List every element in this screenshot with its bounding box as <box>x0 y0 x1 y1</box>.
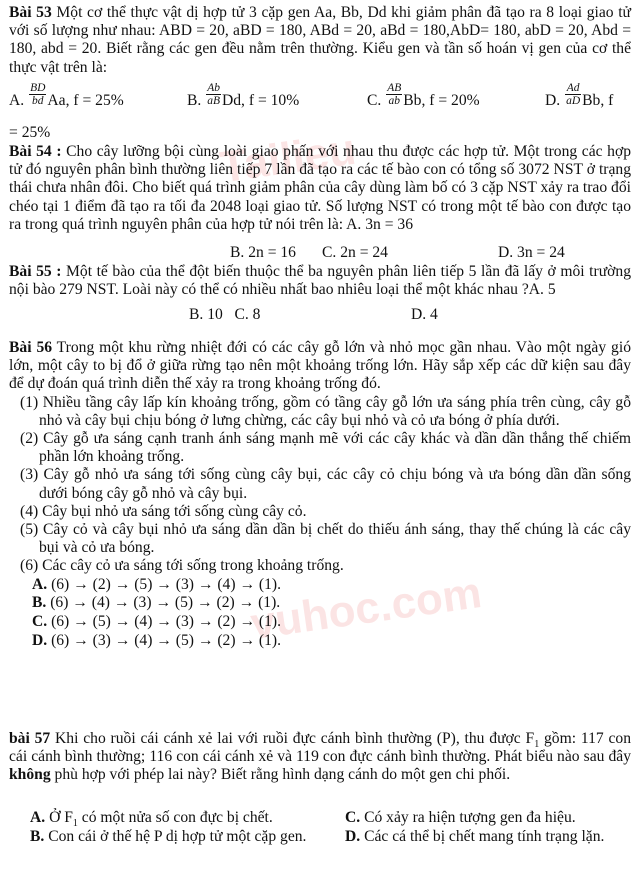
question-53-tail <box>9 124 631 142</box>
option-letter: C. <box>345 809 361 826</box>
fraction-denominator: aB <box>207 94 220 107</box>
question-label: Bài 56 <box>9 339 53 356</box>
watermark-bottom: vuhoc.com <box>247 568 485 649</box>
genotype-fraction <box>386 82 402 107</box>
option-text: Có xảy ra hiện tượng gen đa hiệu. <box>360 809 576 826</box>
option-d-continuation: = 25% <box>9 124 51 141</box>
choice-d <box>9 632 631 651</box>
question-53-options <box>9 81 635 124</box>
choice-c <box>9 613 631 632</box>
option-d: D. 3n = 24 <box>498 244 565 261</box>
choice-text: (6) → (5) → (4) → (3) → (2) → (1). <box>47 613 282 631</box>
statement-4: (4) Cây bụi nhỏ ưa sáng tới sống cùng cây cỏ. <box>20 502 307 520</box>
statement-1: (1) Nhiều tầng cây lấp kín khoảng trống, gồm có tầng cây gỗ lớn ưa sáng phía trên cùng, cây gỗ nhỏ và cây bụi chịu bóng ở lưng chừng, các cây bụi nhỏ và cỏ ưa bóng ở phía dưới. <box>20 393 631 429</box>
question-text: Cho cây lưỡng bội cùng loài giao phấn với nhau thu được các hợp tử. Một trong các hợp tử đó nguyên phân bình thường liên tiếp 7 lần đã tạo ra các tế bào con có tổng số 3072 NST ở trạng thái chưa nhân đôi. Cho biết quá trình giảm phân của cây dùng làm bố có 3 cặp NST xảy ra trao đổi chéo tại 1 điểm đã tạo ra tối đa 2048 loại giao tử. Số lượng NST có trong một tế bào con được tạo ra trong quá trình nguyên phân của hợp tử nói trên là: A. 3n = 36 <box>9 143 631 233</box>
question-text: phù hợp với phép lai này? Biết rằng hình dạng cánh do một gen chi phối. <box>50 766 511 784</box>
fraction-denominator: aD <box>566 94 581 107</box>
question-label: Bài 54 : <box>9 143 62 160</box>
choice-letter: B. <box>32 594 47 612</box>
option-d <box>545 81 614 110</box>
question-label: Bài 53 <box>9 4 52 21</box>
question-text: Một cơ thể thực vật dị hợp tử 3 cặp gen Aa, Bb, Dd khi giảm phân đã tạo ra 8 loại giao tử với số lượng như nhau: ABD = 20, aBD = 180, ABd = 20, aBd = 180,AbD= 180, abD = 20, Abd = 180, abd = 20. Biết rằng các gen đều nằm trên thường. Kiểu gen và tần số hoán vị gen của cơ thể thực vật trên là: <box>9 4 631 76</box>
option-text: có một nửa số con đực bị chết. <box>77 809 273 826</box>
genotype-fraction <box>565 82 581 107</box>
genotype-fraction <box>206 82 221 107</box>
option-text: Dd, f = 10% <box>222 92 300 109</box>
question-56 <box>9 339 631 651</box>
option-text: Con cái ở thế hệ P dị hợp tử một cặp gen. <box>44 828 307 845</box>
choice-letter: C. <box>32 613 48 631</box>
option-text: Ở F <box>45 809 73 826</box>
option-letter: A. <box>30 809 46 826</box>
question-53 <box>9 4 631 77</box>
question-label: bài 57 <box>9 730 51 747</box>
question-text: Trong một khu rừng nhiệt đới có các cây gỗ lớn và nhỏ mọc gần nhau. Vào một ngày gió lớn, một cây to bị đổ ở giữa rừng tạo nên một khoảng trống lớn. Hãy sắp xếp các dữ kiện sau đây để dự đoán quá trình diễn thế xảy ra trong khoảng trống đó. <box>9 339 631 393</box>
option-letter: B. <box>30 828 45 845</box>
statement-3: (3) Cây gỗ nhỏ ưa sáng tới sống cùng cây bụi, các cây cỏ chịu bóng và ưa bóng dần dần sống dưới bóng cây gỗ nhỏ và cây bụi. <box>20 466 631 502</box>
option-c <box>367 81 480 110</box>
option-b: B. 2n = 16 <box>230 244 296 261</box>
question-57 <box>9 730 631 785</box>
question-label: Bài 55 : <box>9 263 62 280</box>
option-d: D. 4 <box>411 306 438 323</box>
subscript: 1 <box>534 739 540 751</box>
statement-2: (2) Cây gỗ ưa sáng cạnh tranh ánh sáng mạnh mẽ với các cây khác và dần dần thắng thế chiếm phần lớn khoảng trống. <box>20 430 631 466</box>
question-text: Khi cho ruồi cái cánh xẻ lai với ruồi đực cánh bình thường (P), thu được F <box>50 730 535 747</box>
question-text: Một tế bào của thể đột biến thuộc thể ba nguyên phân liên tiếp 5 lần đã lấy ở môi trường nội bào 279 NST. Loài này có thể có nhiều nhất bao nhiêu loại thể một khác nhau ?A. 5 <box>9 263 631 299</box>
emphasis-word: không <box>9 766 51 784</box>
choice-letter: A. <box>32 575 48 593</box>
option-b <box>30 828 352 846</box>
choice-b <box>9 594 631 613</box>
fraction-numerator: Ab <box>207 81 220 94</box>
choice-text: (6) → (4) → (3) → (5) → (2) → (1). <box>46 594 281 612</box>
fraction-numerator: Ad <box>566 81 580 94</box>
option-letter: B. <box>187 92 202 109</box>
option-b <box>187 81 300 110</box>
choice-text: (6) → (2) → (5) → (3) → (4) → (1). <box>47 575 282 593</box>
option-c: C. 2n = 24 <box>322 244 388 261</box>
option-letter: C. <box>367 92 382 109</box>
option-c <box>345 809 635 827</box>
option-text: Aa, f = 25% <box>47 92 124 109</box>
option-text: Bb, f = 20% <box>403 92 480 109</box>
choice-text: (6) → (3) → (4) → (5) → (2) → (1). <box>47 632 282 650</box>
option-a <box>9 81 124 110</box>
genotype-fraction <box>29 82 46 107</box>
choice-letter: D. <box>32 632 48 650</box>
option-letter: D. <box>545 92 561 109</box>
option-a <box>30 809 330 830</box>
question-55 <box>9 263 631 299</box>
option-text: Các cá thể bị chết mang tính trạng lặn. <box>360 828 605 845</box>
option-bc: B. 10 C. 8 <box>189 306 261 323</box>
choice-a <box>9 576 631 595</box>
fraction-numerator: AB <box>387 81 402 94</box>
question-text: gồm: 117 con cái cánh bình thường; 116 con cái cánh xẻ và 119 con đực cánh bình thường. Phát biểu nào sau đây <box>9 730 632 766</box>
option-text: Bb, f <box>582 92 614 109</box>
option-letter: D. <box>345 828 361 845</box>
statement-5: (5) Cây cỏ và cây bụi nhỏ ưa sáng dần dần bị chết do thiếu ánh sáng, thay thế chúng là các cây bụi và cỏ ưa bóng. <box>20 521 631 557</box>
subscript: 1 <box>72 818 78 830</box>
fraction-denominator: bd <box>32 94 44 107</box>
fraction-numerator: BD <box>30 81 46 94</box>
option-letter: A. <box>9 92 25 109</box>
option-d <box>345 828 640 846</box>
fraction-denominator: ab <box>388 94 400 107</box>
statement-6: (6) Các cây cỏ ưa sáng tới sống trong khoảng trống. <box>20 557 344 575</box>
watermark-top: Tailieu <box>217 124 359 193</box>
